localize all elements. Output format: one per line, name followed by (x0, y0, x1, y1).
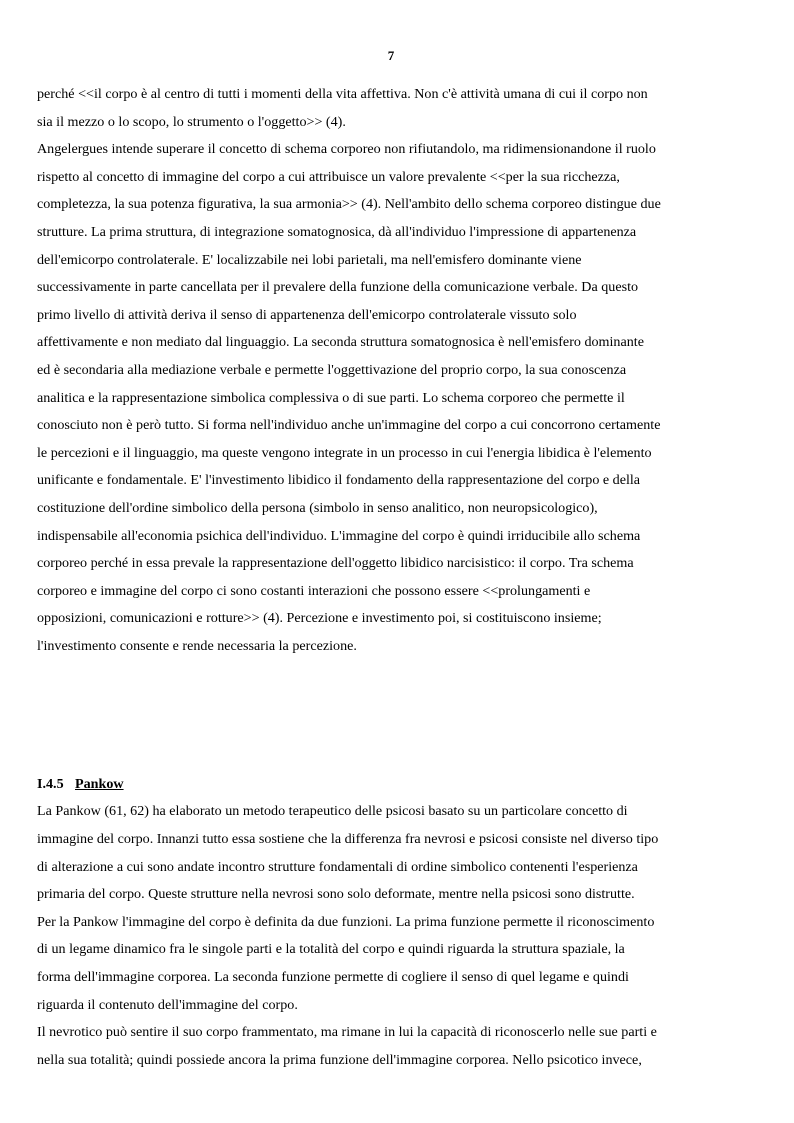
text-line: strutture. La prima struttura, di integrazione somatognosica, dà all'individuo l'impressione di appartenenza (37, 223, 637, 240)
text-line: immagine del corpo. Innanzi tutto essa sostiene che la differenza fra nevrosi e psicosi consiste nel diverso tipo (37, 831, 659, 848)
text-line: affettivamente e non mediato dal linguaggio. La seconda struttura somatognosica è nell'emisfero dominante (37, 334, 644, 351)
section-heading (37, 771, 753, 799)
text-line: indispensabile all'economia psichica dell'individuo. L'immagine del corpo è quindi irriducibile allo schema (37, 527, 641, 544)
text-line: primaria del corpo. Queste strutture nella nevrosi sono solo deformate, mentre nella psicosi sono distrutte. (37, 886, 635, 903)
text-line: conosciuto non è però tutto. Si forma nell'individuo anche un'immagine del corpo a cui concorrono certamente (37, 417, 661, 434)
text-line: nella sua totalità; quindi possiede ancora la prima funzione dell'immagine corporea. Nello psicotico invece, (37, 1051, 642, 1068)
text-line: corporeo e immagine del corpo ci sono costanti interazioni che possono essere <<prolungamenti e (37, 582, 591, 599)
document-body (37, 81, 753, 1074)
section-title: Pankow (75, 775, 124, 792)
text-line: completezza, la sua potenza figurativa, la sua armonia>> (4). Nell'ambito dello schema corporeo distingue due (37, 196, 661, 213)
text-line: le percezioni e il linguaggio, ma queste vengono integrate in un processo in cui l'energia libidica è l'elemento (37, 444, 652, 461)
text-line: Angelergues intende superare il concetto di schema corporeo non rifiutandolo, ma ridimensionandone il ruolo (37, 141, 656, 158)
text-line: successivamente in parte cancellata per il prevalere della funzione della comunicazione verbale. Da questo (37, 279, 639, 296)
text-line: forma dell'immagine corporea. La seconda funzione permette di cogliere il senso di quel legame e quindi (37, 969, 629, 985)
text-line: perché <<il corpo è al centro di tutti i momenti della vita affettiva. Non c'è attività umana di cui il corpo non (37, 86, 648, 102)
text-line: di alterazione a cui sono andate incontro strutture fondamentali di ordine simbolico contenenti l'esperienza (37, 858, 638, 875)
text-line: dell'emicorpo controlaterale. E' localizzabile nei lobi parietali, ma nell'emisfero dominante viene (37, 251, 582, 268)
paragraph (37, 136, 753, 715)
paragraph (37, 909, 753, 1019)
paragraph (37, 1019, 753, 1074)
text-line: l'investimento consente e rende necessaria la percezione. (37, 637, 357, 654)
text-line: La Pankow (61, 62) ha elaborato un metodo terapeutico delle psicosi basato su un particolare concetto di (37, 803, 628, 820)
text-line (37, 660, 753, 688)
page-number: 7 (387, 48, 395, 63)
text-line: unificante e fondamentale. E' l'investimento libidico il fondamento della rappresentazione del corpo e della (37, 472, 641, 489)
section-number: I.4.5 (37, 775, 64, 792)
text-line: opposizioni, comunicazioni e rotture>> (4). Percezione e investimento poi, si costituiscono insieme; (37, 610, 602, 627)
paragraph (37, 798, 753, 908)
blank-line (37, 743, 753, 771)
text-line: sia il mezzo o lo scopo, lo strumento o l'oggetto>> (4). (37, 113, 346, 130)
text-line: costituzione dell'ordine simbolico della persona (simbolo in senso analitico, non neuropsicologico), (37, 499, 598, 516)
text-line: corporeo perché in essa prevale la rappresentazione dell'oggetto libidico narcisistico: il corpo. Tra schema (37, 555, 634, 572)
text-line: analitica e la rappresentazione simbolica complessiva o di sue parti. Lo schema corporeo che permette il (37, 389, 625, 406)
text-line (37, 688, 753, 716)
text-line: riguarda il contenuto dell'immagine del corpo. (37, 996, 298, 1013)
text-line: ed è secondaria alla mediazione verbale e permette l'oggettivazione del proprio corpo, la sua conoscenza (37, 361, 627, 378)
text-line: Il nevrotico può sentire il suo corpo frammentato, ma rimane in lui la capacità di riconoscerlo nelle sue parti e (37, 1024, 657, 1041)
text-line: Per la Pankow l'immagine del corpo è definita da due funzioni. La prima funzione permette il riconoscimento (37, 913, 655, 930)
text-line: primo livello di attività deriva il senso di appartenenza dell'emicorpo controlaterale vissuto solo (37, 306, 577, 323)
text-line: di un legame dinamico fra le singole parti e la totalità del corpo e quindi riguarda la struttura spaziale, la (37, 941, 625, 958)
blank-line (37, 716, 753, 744)
paragraph (37, 81, 753, 136)
text-line: rispetto al concetto di immagine del corpo a cui attribuisce un valore prevalente <<per la sua ricchezza, (37, 168, 620, 185)
